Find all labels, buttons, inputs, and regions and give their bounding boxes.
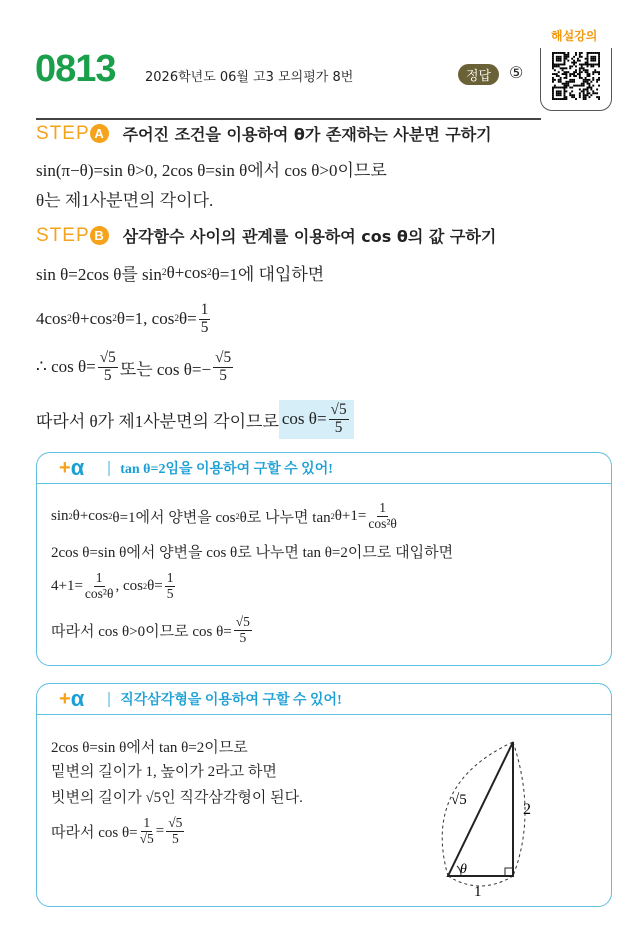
math-text: 따라서 cos θ>0이므로 cos θ= [51,623,232,640]
math-line [51,736,248,757]
step-letter: A [90,124,109,143]
step-title: 주어진 조건을 이용하여 θ가 존재하는 사분면 구하기 [122,125,492,144]
hypotenuse-label: √5 [451,792,467,808]
fraction [140,816,154,847]
fraction [368,501,397,532]
math-text: θ+cos [166,262,207,282]
superscript: 2 [67,314,72,325]
box-header [37,684,611,715]
math-text: sin [51,507,69,524]
plus-icon: + [59,687,71,710]
denominator: 5 [171,830,179,846]
fraction [329,402,349,437]
fraction [85,571,114,602]
numerator: 1 [379,500,386,515]
superscript: 2 [142,581,148,591]
denominator: √5 [139,830,154,846]
step-title: 삼각함수 사이의 관계를 이용하여 cos θ의 값 구하기 [122,227,497,246]
qr-frame [540,48,612,111]
math-text: 빗변의 길이가 √5인 직각삼각형이 된다. [51,790,303,806]
math-line [51,786,303,807]
math-text: θ+1= [334,507,367,524]
box-title: 직각삼각형을 이용하여 구할 수 있어! [120,693,342,708]
math-text: 밑변의 길이가 1, 높이가 2라고 하면 [51,764,277,780]
math-line [51,541,453,562]
step-a-heading [36,122,492,145]
math-line [36,260,324,285]
math-text: θ=1에서 양변을 cos [112,509,236,526]
superscript: 2 [68,511,73,521]
step-label: STEP [36,122,90,144]
highlighted-answer [279,400,354,439]
numerator: √5 [330,401,347,418]
fraction [234,615,252,646]
height-label: 2 [523,801,531,818]
fraction [199,302,211,337]
numerator: √5 [99,349,116,366]
math-line [51,501,399,532]
answer-badge: 정답 [458,64,499,85]
box-header [37,453,611,484]
math-text: = [155,822,165,839]
math-line [51,615,254,646]
math-text: 4cos [36,309,68,329]
math-line [51,816,186,847]
math-line [36,350,235,385]
math-text: 4+1= [51,577,83,594]
alt-solution-box-2 [36,683,612,907]
problem-number: 0813 [35,48,116,90]
numerator: 1 [95,570,103,585]
math-text: θ+cos [72,507,109,524]
math-text: θ=1에 대입하면 [211,265,325,284]
math-line [36,400,354,439]
step-letter: B [90,226,109,245]
math-text: 2cos θ=sin θ에서 tan θ=2이므로 [51,740,248,756]
math-line [36,186,213,211]
math-text: θ+cos [71,309,113,329]
base-label: 1 [474,884,482,900]
math-text: θ로 나누면 tan [239,509,331,526]
numerator: 1 [143,815,151,830]
alpha-icon: α [70,686,85,711]
numerator: √5 [215,349,232,366]
math-text: 따라서 θ가 제1사분면의 각이므로 [36,411,279,431]
denominator: 5 [166,585,174,601]
math-text: θ= [147,577,163,594]
math-text: ∴ cos θ= [36,357,96,377]
angle-label: θ [460,862,467,877]
math-text: θ는 제1사분면의 각이다. [36,191,214,210]
math-text: cos θ= [281,409,327,429]
math-text: θ=1, cos [116,309,175,329]
denominator: cos²θ [368,515,397,531]
divider [108,461,110,476]
math-line [36,156,387,181]
numerator: √5 [235,614,250,629]
denominator: cos²θ [84,585,114,601]
answer-value: ⑤ [509,65,524,82]
superscript: 2 [174,314,179,325]
math-text: sin(π−θ)=sin θ>0, 2cos θ=sin θ에서 cos θ>0이므로 [36,161,387,180]
math-text: , cos [115,577,143,594]
fraction [98,350,118,385]
fraction [213,350,233,385]
triangle [448,742,513,876]
step-label: STEP [36,224,90,246]
numerator: 1 [166,570,174,585]
fraction [166,816,184,847]
divider [108,692,110,707]
alt-solution-box-1 [36,452,612,666]
step-b-heading [36,224,496,247]
denominator: 5 [219,366,227,384]
math-line [51,760,277,781]
problem-source: 2026학년도 06월 고3 모의평가 8번 [145,70,354,85]
denominator: 5 [334,418,343,436]
math-text: sin θ=2cos θ를 sin [36,265,162,284]
numerator: √5 [168,815,183,830]
math-text: 2cos θ=sin θ에서 양변을 cos θ로 나누면 tan θ=2이므로 대입하면 [51,545,454,561]
math-text: 또는 cos θ=− [119,359,212,379]
right-angle-mark [505,868,513,876]
math-line [36,302,212,337]
plus-icon: + [59,456,71,479]
header-divider [36,118,541,120]
numerator: 1 [200,301,209,318]
math-text: 따라서 cos θ= [51,824,138,841]
alpha-icon: α [70,455,85,480]
superscript: 2 [161,267,167,278]
qr-code-icon[interactable] [552,52,600,100]
right-triangle-diagram [417,724,567,904]
superscript: 2 [112,314,117,325]
qr-label: 해설강의 [551,29,598,43]
fraction [165,571,176,602]
superscript: 2 [330,511,335,521]
box-title: tan θ=2임을 이용하여 구할 수 있어! [120,462,333,477]
math-text: θ= [179,309,197,329]
superscript: 2 [206,267,212,278]
denominator: 5 [103,366,112,384]
superscript: 2 [235,511,240,521]
denominator: 5 [200,318,209,336]
denominator: 5 [239,629,247,645]
superscript: 2 [108,511,113,521]
math-line [51,571,177,602]
